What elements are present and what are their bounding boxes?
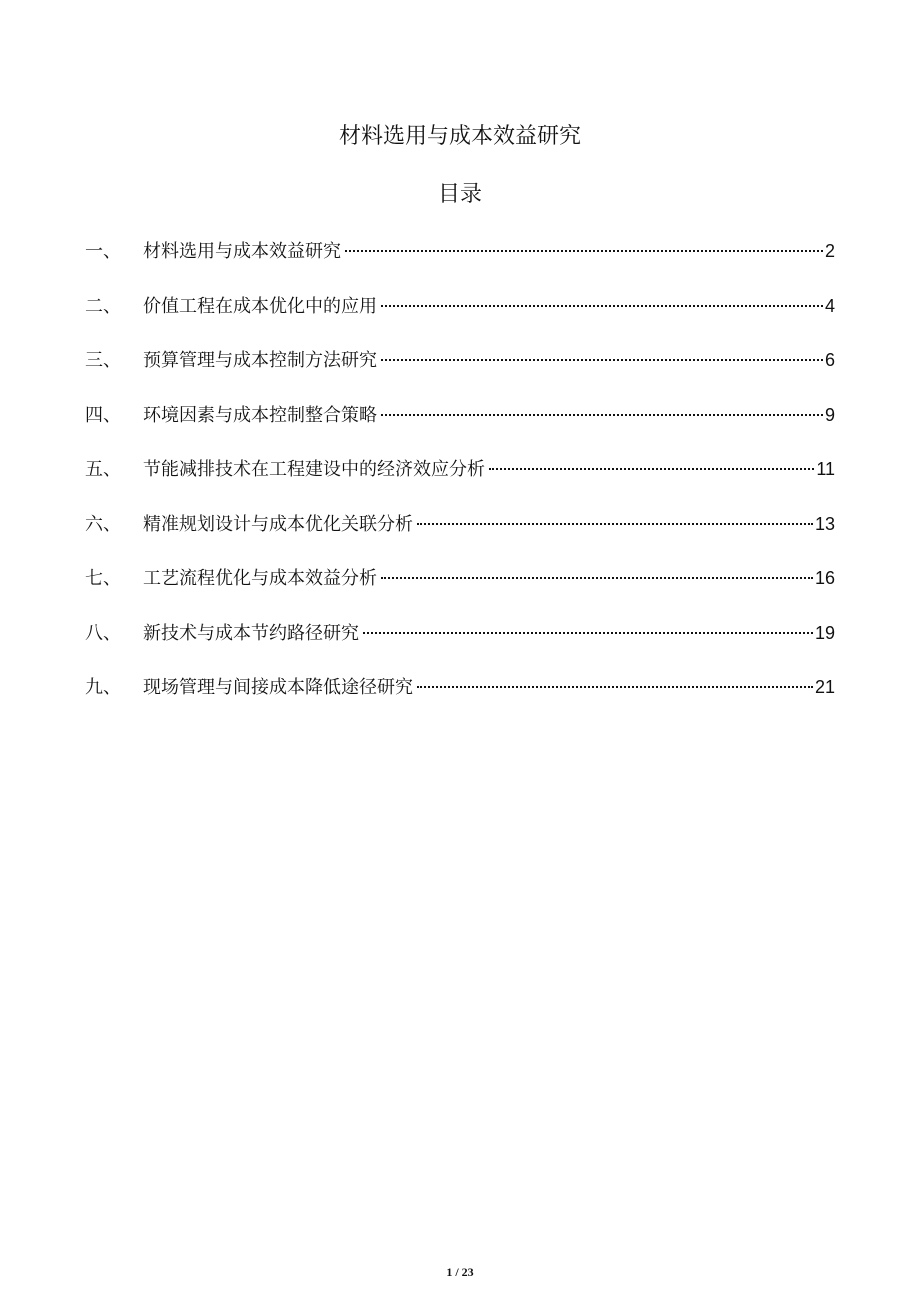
toc-entry-page: 19 (814, 622, 835, 643)
toc-entry-title: 工艺流程优化与成本效益分析 (143, 568, 377, 589)
toc-entry[interactable] (85, 672, 835, 727)
toc-entry-number: 六、 (85, 513, 121, 535)
toc-entry[interactable] (85, 454, 835, 509)
dot-leader (381, 359, 823, 361)
toc-entry-title: 精准规划设计与成本优化关联分析 (143, 513, 413, 535)
toc-entry-page: 9 (824, 404, 835, 425)
dot-leader (417, 523, 813, 525)
toc-entry-title: 新技术与成本节约路径研究 (143, 622, 359, 644)
dot-leader (381, 577, 813, 579)
toc-entry-page: 4 (824, 295, 835, 316)
table-of-contents (85, 236, 835, 727)
toc-heading: 目录 (437, 182, 482, 207)
toc-entry-number: 八、 (85, 622, 121, 644)
dot-leader (381, 305, 823, 307)
dot-leader (489, 468, 814, 470)
toc-entry[interactable] (85, 236, 835, 291)
toc-entry-page: 21 (814, 677, 835, 697)
toc-entry-title: 材料选用与成本效益研究 (143, 241, 341, 262)
toc-entry-page: 13 (814, 513, 835, 534)
toc-entry[interactable] (85, 509, 835, 564)
toc-entry-title: 现场管理与间接成本降低途径研究 (143, 677, 413, 698)
toc-entry-page: 2 (824, 241, 835, 261)
toc-entry-title: 节能减排技术在工程建设中的经济效应分析 (143, 459, 485, 480)
toc-entry-number: 五、 (85, 459, 121, 480)
page-number-footer: 1 / 23 (446, 1265, 474, 1279)
toc-entry[interactable] (85, 563, 835, 618)
toc-entry-title: 环境因素与成本控制整合策略 (143, 404, 377, 426)
toc-entry-page: 16 (814, 568, 835, 588)
toc-entry[interactable] (85, 291, 835, 346)
toc-entry-title: 预算管理与成本控制方法研究 (143, 350, 377, 371)
toc-entry-title: 价值工程在成本优化中的应用 (143, 295, 377, 317)
dot-leader (345, 250, 823, 252)
dot-leader (381, 414, 823, 416)
toc-entry-page: 11 (816, 459, 835, 479)
toc-entry-number: 九、 (85, 677, 121, 698)
toc-entry-number: 二、 (85, 295, 121, 317)
dot-leader (363, 632, 813, 634)
toc-entry[interactable] (85, 400, 835, 455)
toc-entry-number: 一、 (85, 241, 121, 262)
toc-entry-number: 四、 (85, 404, 121, 426)
toc-entry[interactable] (85, 618, 835, 673)
dot-leader (417, 686, 813, 688)
toc-entry-number: 三、 (85, 350, 121, 371)
document-title: 材料选用与成本效益研究 (338, 124, 581, 149)
toc-entry-page: 6 (824, 350, 835, 370)
toc-entry-number: 七、 (85, 568, 121, 589)
toc-entry[interactable] (85, 345, 835, 400)
